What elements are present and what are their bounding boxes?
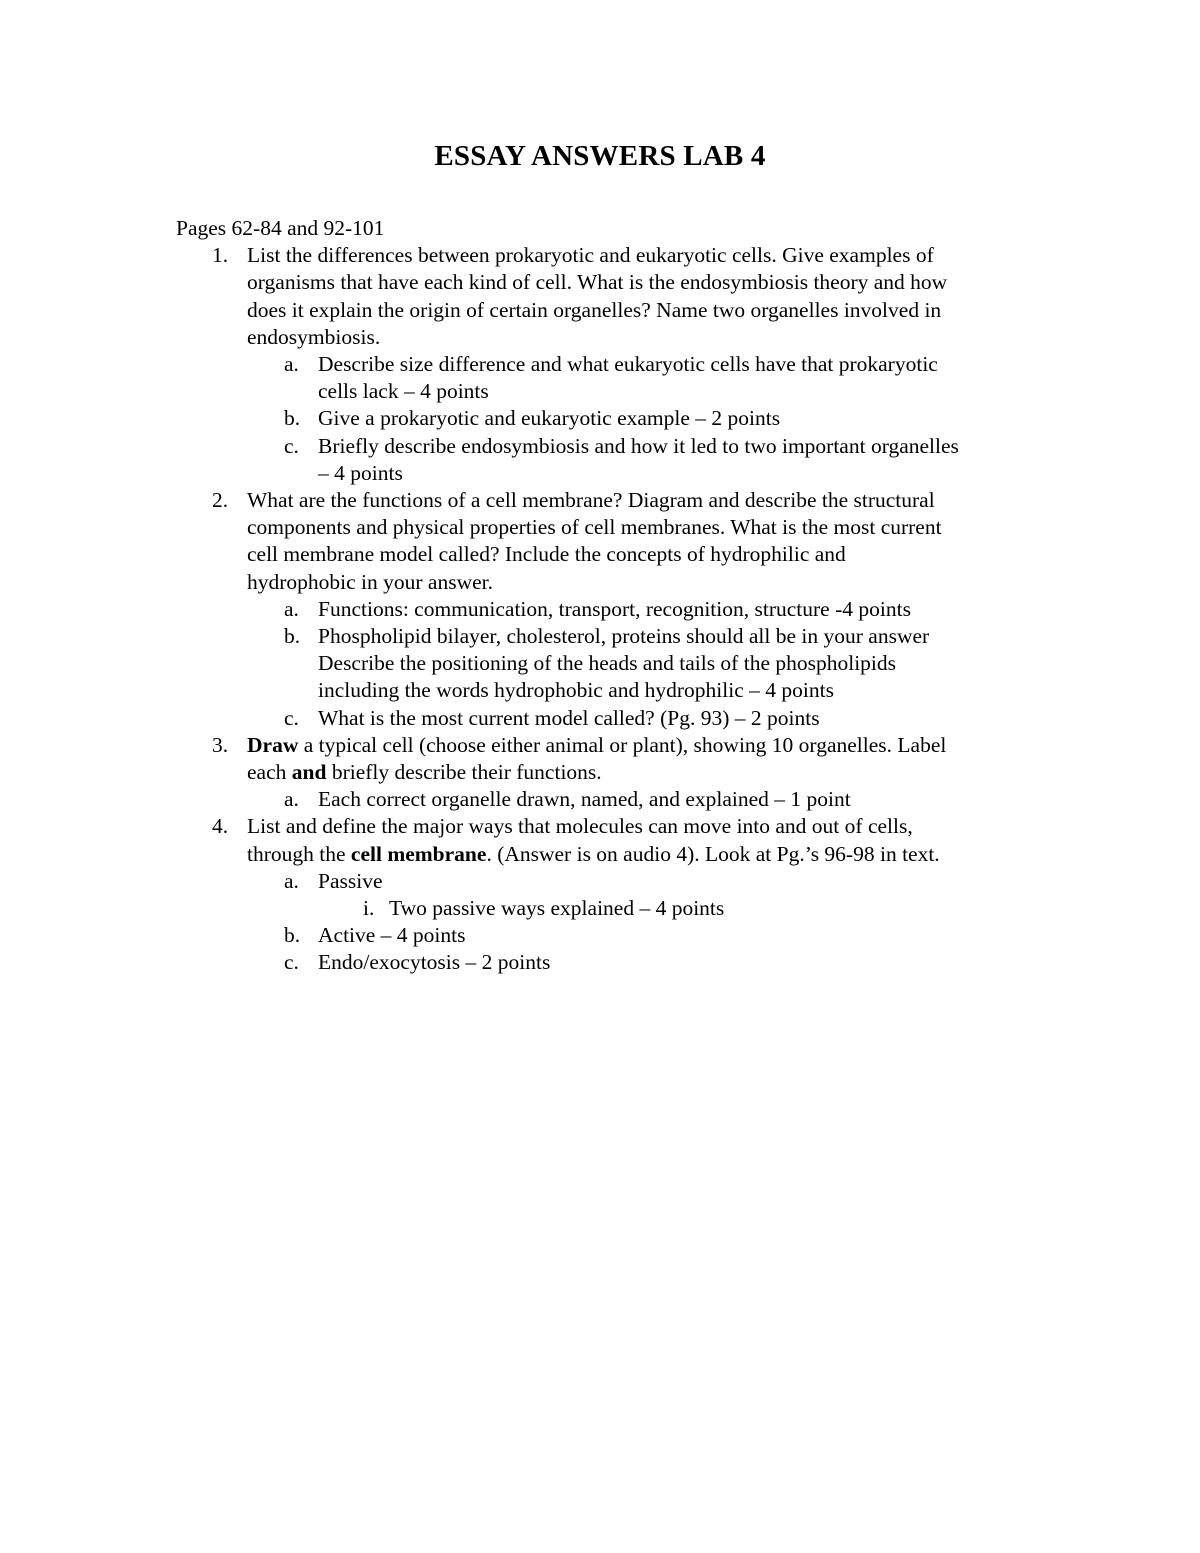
- rubric-text-line: Give a prokaryotic and eukaryotic example – 2 points: [318, 406, 781, 431]
- rubric-letter: c.: [284, 705, 299, 730]
- question-text-segment: briefly describe their functions.: [326, 760, 602, 785]
- question-text-line: components and physical properties of cell membranes. What is the most current: [247, 515, 942, 540]
- rubric-item: [247, 922, 1036, 949]
- question-text-line: organisms that have each kind of cell. What is the endosymbiosis theory and how: [247, 270, 948, 295]
- question-text-segment: each: [247, 760, 292, 785]
- rubric-list: [247, 868, 1036, 977]
- document-title: ESSAY ANSWERS LAB 4: [434, 140, 766, 172]
- rubric-item: [247, 596, 1036, 623]
- pages-reference: Pages 62-84 and 92-101: [176, 216, 385, 240]
- rubric-text-line: What is the most current model called? (Pg. 93) – 2 points: [318, 705, 820, 730]
- rubric-letter: a.: [284, 868, 299, 893]
- question-text-segment: through the: [247, 841, 351, 866]
- question-text-line: What are the functions of a cell membrane? Diagram and describe the structural: [247, 488, 935, 513]
- rubric-letter: c.: [284, 433, 299, 458]
- rubric-item: [247, 949, 1036, 976]
- document-body: [176, 215, 1036, 977]
- rubric-item: [247, 405, 1036, 432]
- rubric-text-line: Describe size difference and what eukaryotic cells have that prokaryotic: [318, 352, 938, 377]
- question-text-segment: . (Answer is on audio 4). Look at Pg.’s 96-98 in text.: [486, 841, 940, 866]
- question-text-line: does it explain the origin of certain organelles? Name two organelles involved in: [247, 297, 942, 322]
- rubric-subitem-number: i.: [363, 896, 375, 921]
- question-number: 4.: [212, 814, 229, 839]
- rubric-text-line: cells lack – 4 points: [318, 379, 489, 404]
- question-1: [176, 242, 1036, 487]
- rubric-list: [247, 786, 1036, 813]
- rubric-item: [247, 433, 1036, 487]
- rubric-letter: a.: [284, 596, 299, 621]
- question-text-line: List the differences between prokaryotic and eukaryotic cells. Give examples of: [247, 243, 934, 268]
- rubric-text-line: Phospholipid bilayer, cholesterol, proteins should all be in your answer: [318, 624, 930, 649]
- question-text-line: [247, 732, 1036, 759]
- emphasis-draw: Draw: [247, 732, 299, 757]
- rubric-text-line: Each correct organelle drawn, named, and explained – 1 point: [318, 787, 851, 812]
- question-number: 3.: [212, 732, 229, 757]
- rubric-item: [247, 623, 1036, 705]
- question-text-line: endosymbiosis.: [247, 324, 381, 349]
- rubric-letter: a.: [284, 352, 299, 377]
- question-text-line: List and define the major ways that molecules can move into and out of cells,: [247, 814, 913, 839]
- rubric-letter: c.: [284, 950, 299, 975]
- rubric-letter: b.: [284, 624, 301, 649]
- emphasis-cell-membrane: cell membrane: [350, 841, 487, 866]
- question-text-line: [247, 841, 1036, 868]
- rubric-letter: b.: [284, 923, 301, 948]
- question-text-line: cell membrane model called? Include the concepts of hydrophilic and: [247, 542, 846, 567]
- rubric-item: [247, 786, 1036, 813]
- rubric-text-line: – 4 points: [318, 460, 403, 485]
- question-list: [176, 242, 1036, 976]
- rubric-list: [247, 351, 1036, 487]
- question-number: 1.: [212, 243, 229, 268]
- rubric-text-line: Describe the positioning of the heads and tails of the phospholipids: [318, 651, 897, 676]
- question-3: [176, 732, 1036, 814]
- rubric-sublist: [318, 895, 1036, 922]
- rubric-text-line: Functions: communication, transport, recognition, structure -4 points: [318, 596, 911, 621]
- rubric-item: [247, 351, 1036, 405]
- question-number: 2.: [212, 488, 229, 513]
- rubric-subitem-text: Two passive ways explained – 4 points: [389, 896, 725, 921]
- rubric-text-line: Endo/exocytosis – 2 points: [318, 950, 551, 975]
- rubric-text-line: Briefly describe endosymbiosis and how it led to two important organelles: [318, 433, 959, 458]
- rubric-letter: b.: [284, 406, 301, 431]
- rubric-item: [247, 868, 1036, 922]
- question-text-segment: a typical cell (choose either animal or plant), showing 10 organelles. Label: [298, 732, 947, 757]
- rubric-text-line: including the words hydrophobic and hydrophilic – 4 points: [318, 678, 834, 703]
- rubric-item: [247, 705, 1036, 732]
- question-2: [176, 487, 1036, 732]
- question-text-line: [247, 759, 1036, 786]
- rubric-text-line: Active – 4 points: [318, 923, 466, 948]
- emphasis-and: and: [291, 760, 327, 785]
- rubric-subitem: [318, 895, 1036, 922]
- rubric-list: [247, 596, 1036, 732]
- rubric-letter: a.: [284, 787, 299, 812]
- question-text-line: hydrophobic in your answer.: [247, 569, 494, 594]
- rubric-text-line: Passive: [318, 868, 383, 893]
- question-4: [176, 813, 1036, 976]
